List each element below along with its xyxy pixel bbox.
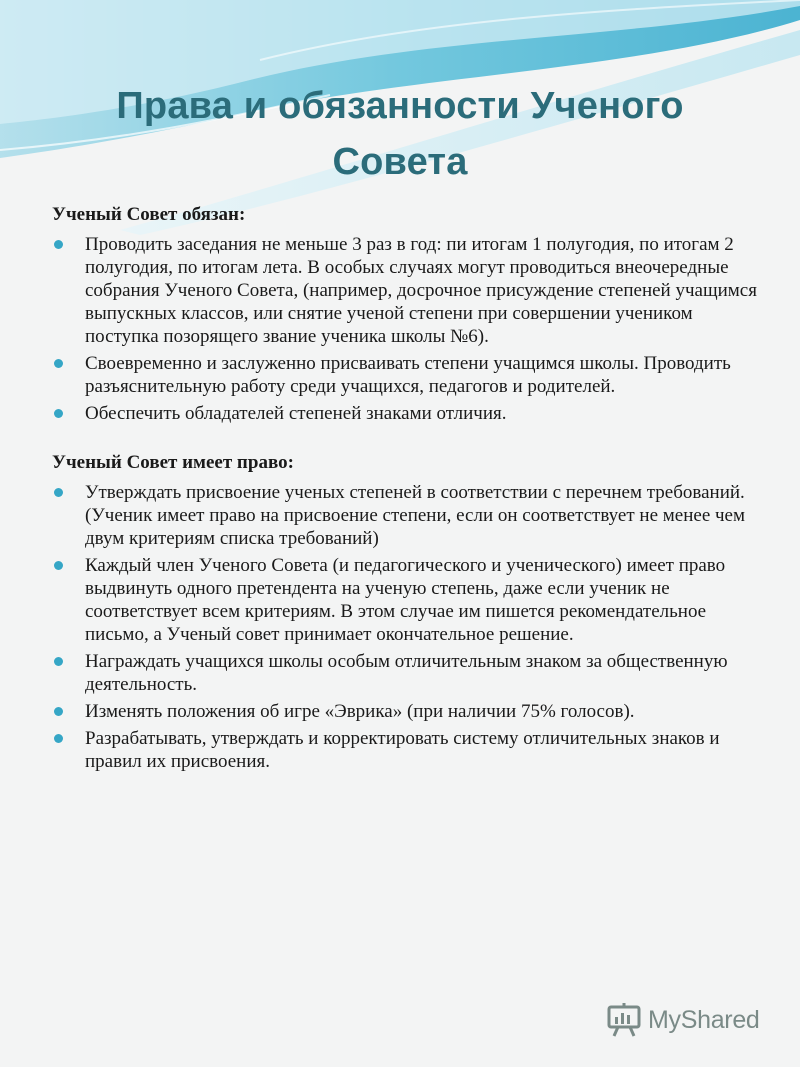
bullet-icon: [54, 240, 63, 249]
list-item-text: Обеспечить обладателей степеней знаками отличия.: [85, 403, 507, 424]
list-item-text: Своевременно и заслуженно присваивать степени учащимся школы. Проводить разъяснительную работу среди учащихся, педагогов и родителей.: [85, 353, 731, 397]
list-item: [52, 727, 762, 773]
title-line-2: Совета: [332, 141, 468, 183]
presentation-board-icon: [606, 1003, 642, 1037]
bullet-icon: [54, 734, 63, 743]
list-item-text: Разрабатывать, утверждать и корректировать систему отличительных знаков и правил их присвоения.: [85, 728, 720, 772]
rights-heading: Ученый Совет имеет право:: [52, 452, 294, 473]
bullet-icon: [54, 359, 63, 368]
watermark-text: MyShared: [648, 1005, 760, 1034]
obligations-heading: Ученый Совет обязан:: [52, 204, 246, 225]
rights-list: [52, 481, 762, 773]
list-item-text: Награждать учащихся школы особым отличительным знаком за общественную деятельность.: [85, 651, 728, 695]
bullet-icon: [54, 707, 63, 716]
list-item: [52, 700, 762, 723]
list-item-text: Изменять положения об игре «Эврика» (при наличии 75% голосов).: [85, 701, 635, 722]
list-item: [52, 554, 762, 646]
bullet-icon: [54, 561, 63, 570]
list-item: [52, 481, 762, 550]
bullet-icon: [54, 488, 63, 497]
list-item-text: Проводить заседания не меньше 3 раз в год: пи итогам 1 полугодия, по итогам 2 полугодия, по итогам лета. В особых случаях могут проводиться внеочередные собрания Ученого Совета, (например, досрочное присуждение степеней учащимся выпускных классов, или снятие ученой степени при совершении учеником поступка позорящего звание ученика школы №6).: [85, 234, 757, 347]
list-item: [52, 352, 762, 398]
list-item: [52, 650, 762, 696]
list-item-text: Утверждать присвоение ученых степеней в соответствии с перечнем требований. (Ученик имеет право на присвоение степени, если он соответствует не менее чем двум критериям списка требований): [85, 482, 746, 549]
list-item-text: Каждый член Ученого Совета (и педагогического и ученического) имеет право выдвинуть одного претендента на ученую степень, даже если ученик не соответствует всем критериям. В этом случае им пишется рекомендательное письмо, а Ученый совет принимает окончательное решение.: [85, 555, 726, 645]
slide-content: [52, 203, 762, 777]
slide-title: [0, 78, 800, 190]
list-item: [52, 402, 762, 425]
obligations-list: [52, 233, 762, 425]
title-line-1: Права и обязанности Ученого: [116, 85, 684, 127]
bullet-icon: [54, 409, 63, 418]
bullet-icon: [54, 657, 63, 666]
list-item: [52, 233, 762, 348]
myshared-watermark: [606, 1003, 760, 1037]
